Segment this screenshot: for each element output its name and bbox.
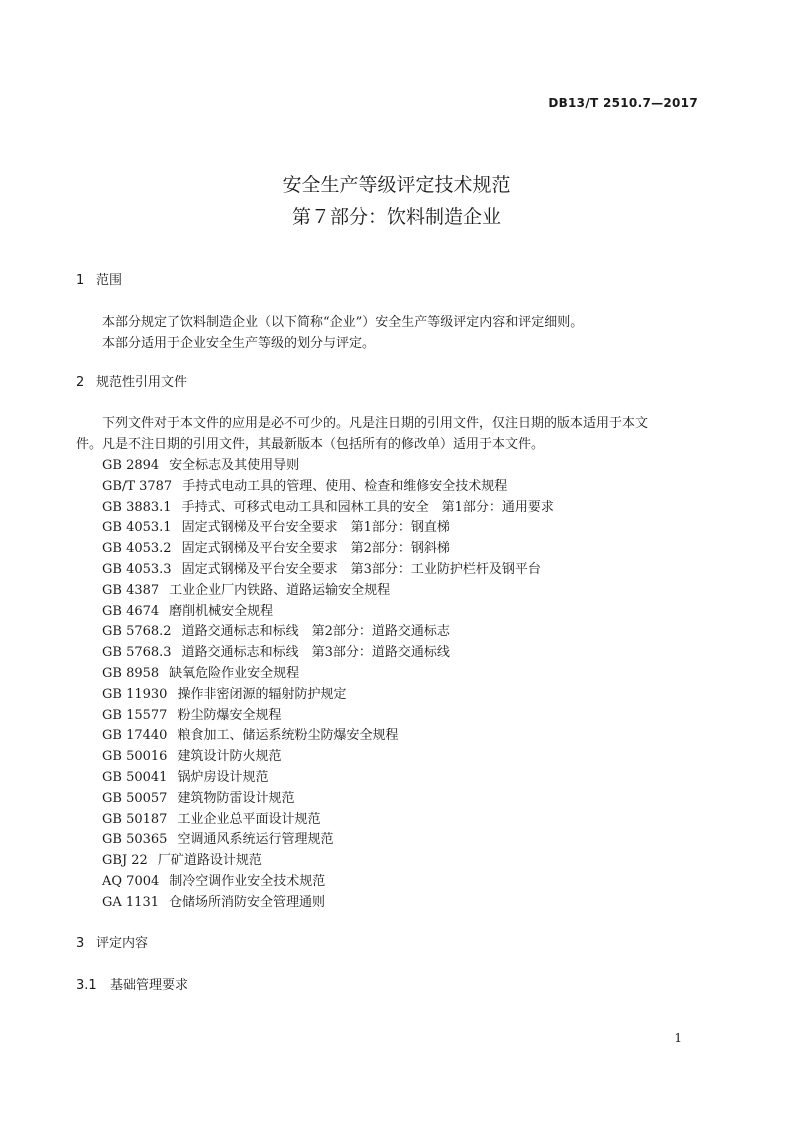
reference-title: 安全标志及其使用导则 bbox=[169, 458, 300, 473]
reference-title: 道路交通标志和标线 第3部分：道路交通标线 bbox=[181, 645, 450, 661]
paragraph-line: 件。凡是不注日期的引用文件，其最新版本（包括所有的修改单）适用于本文件。 bbox=[76, 436, 545, 452]
reference-title: 操作非密闭源的辐射防护规定 bbox=[177, 686, 347, 702]
paragraph-line: 本部分规定了饮料制造企业（以下简称“企业”）安全生产等级评定内容和评定细则。 bbox=[102, 315, 584, 330]
reference-code: GBJ 22 bbox=[102, 853, 148, 869]
reference-title: 建筑设计防火规范 bbox=[177, 749, 282, 765]
reference-item bbox=[102, 810, 554, 831]
reference-title: 锅炉房设计规范 bbox=[177, 769, 269, 785]
reference-code: GB 8958 bbox=[102, 665, 160, 681]
section-number: 1 bbox=[76, 273, 85, 288]
reference-item bbox=[102, 539, 554, 560]
reference-item bbox=[102, 498, 554, 519]
reference-item bbox=[102, 830, 554, 851]
reference-code: GB 4674 bbox=[102, 603, 160, 619]
reference-item bbox=[102, 518, 554, 539]
reference-item bbox=[102, 456, 554, 477]
reference-item bbox=[102, 726, 554, 747]
reference-code: GB 4053.3 bbox=[102, 561, 172, 577]
reference-code: GB 50057 bbox=[102, 790, 168, 806]
reference-item bbox=[102, 685, 554, 706]
reference-item bbox=[102, 789, 554, 810]
reference-title: 固定式钢梯及平台安全要求 第3部分：工业防护栏杆及钢平台 bbox=[181, 561, 541, 577]
reference-item bbox=[102, 893, 554, 914]
reference-title: 道路交通标志和标线 第2部分：道路交通标志 bbox=[181, 624, 450, 640]
document-subtitle: 第７部分：饮料制造企业 bbox=[291, 206, 501, 228]
reference-item bbox=[102, 664, 554, 685]
reference-code: GB 3883.1 bbox=[102, 499, 172, 515]
reference-code: GB 4053.1 bbox=[102, 520, 172, 536]
reference-item bbox=[102, 747, 554, 768]
reference-code: GB 4387 bbox=[102, 582, 160, 598]
section-2-intro bbox=[76, 414, 694, 456]
section-title: 基础管理要求 bbox=[110, 978, 189, 993]
paragraph-line: 本部分适用于企业安全生产等级的划分与评定。 bbox=[102, 335, 376, 351]
reference-code: GB/T 3787 bbox=[102, 478, 173, 494]
reference-title: 固定式钢梯及平台安全要求 第1部分：钢直梯 bbox=[181, 520, 450, 536]
reference-title: 粮食加工、储运系统粉尘防爆安全规程 bbox=[177, 728, 399, 744]
document-title: 安全生产等级评定技术规范 bbox=[282, 174, 511, 196]
section-3-1-heading bbox=[76, 977, 188, 995]
reference-item bbox=[102, 560, 554, 581]
reference-title: 厂矿道路设计规范 bbox=[157, 853, 262, 869]
reference-code: GB 50041 bbox=[102, 769, 168, 785]
reference-item bbox=[102, 851, 554, 872]
reference-item bbox=[102, 602, 554, 623]
reference-title: 仓储场所消防安全管理通则 bbox=[169, 894, 326, 910]
section-1-heading bbox=[76, 272, 122, 290]
reference-title: 手持式、可移式电动工具和园林工具的安全 第1部分：通用要求 bbox=[181, 499, 554, 515]
reference-item bbox=[102, 643, 554, 664]
normative-references-list bbox=[102, 456, 554, 914]
reference-code: GB 5768.3 bbox=[102, 645, 172, 661]
reference-item bbox=[102, 622, 554, 643]
reference-title: 制冷空调作业安全技术规范 bbox=[169, 873, 326, 889]
section-2-heading bbox=[76, 374, 187, 392]
reference-item bbox=[102, 768, 554, 789]
reference-title: 建筑物防雷设计规范 bbox=[177, 790, 295, 806]
reference-title: 粉尘防爆安全规程 bbox=[177, 707, 282, 723]
reference-title: 手持式电动工具的管理、使用、检查和维修安全技术规程 bbox=[182, 478, 508, 494]
section-title: 规范性引用文件 bbox=[96, 375, 188, 390]
reference-code: GB 2894 bbox=[102, 458, 160, 473]
section-3-heading bbox=[76, 935, 148, 953]
reference-item bbox=[102, 872, 554, 893]
reference-code: GB 17440 bbox=[102, 728, 168, 744]
section-number: 2 bbox=[76, 375, 85, 390]
reference-code: GB 50187 bbox=[102, 811, 168, 827]
section-number: 3 bbox=[76, 936, 85, 951]
reference-code: GB 50016 bbox=[102, 749, 168, 765]
reference-title: 工业企业总平面设计规范 bbox=[177, 811, 321, 827]
reference-title: 磨削机械安全规程 bbox=[169, 603, 274, 619]
reference-code: GB 4053.2 bbox=[102, 541, 172, 557]
reference-item bbox=[102, 477, 554, 498]
reference-code: GB 11930 bbox=[102, 686, 168, 702]
reference-code: GB 15577 bbox=[102, 707, 168, 723]
reference-code: GA 1131 bbox=[102, 894, 159, 910]
reference-code: GB 50365 bbox=[102, 832, 168, 848]
reference-item bbox=[102, 581, 554, 602]
reference-item bbox=[102, 706, 554, 727]
reference-code: AQ 7004 bbox=[102, 873, 160, 889]
reference-code: GB 5768.2 bbox=[102, 624, 172, 640]
section-title: 范围 bbox=[96, 273, 123, 288]
document-code: DB13/T 2510.7—2017 bbox=[548, 96, 698, 110]
reference-title: 缺氧危险作业安全规程 bbox=[169, 665, 300, 681]
section-number: 3.1 bbox=[76, 978, 97, 993]
page-number: 1 bbox=[674, 1031, 682, 1045]
section-title: 评定内容 bbox=[96, 936, 149, 951]
reference-title: 空调通风系统运行管理规范 bbox=[177, 832, 334, 848]
section-1-body bbox=[76, 313, 694, 355]
paragraph-line: 下列文件对于本文件的应用是必不可少的。凡是注日期的引用文件，仅注日期的版本适用于本文 bbox=[102, 416, 649, 431]
reference-title: 工业企业厂内铁路、道路运输安全规程 bbox=[169, 582, 391, 598]
reference-title: 固定式钢梯及平台安全要求 第2部分：钢斜梯 bbox=[181, 541, 450, 557]
